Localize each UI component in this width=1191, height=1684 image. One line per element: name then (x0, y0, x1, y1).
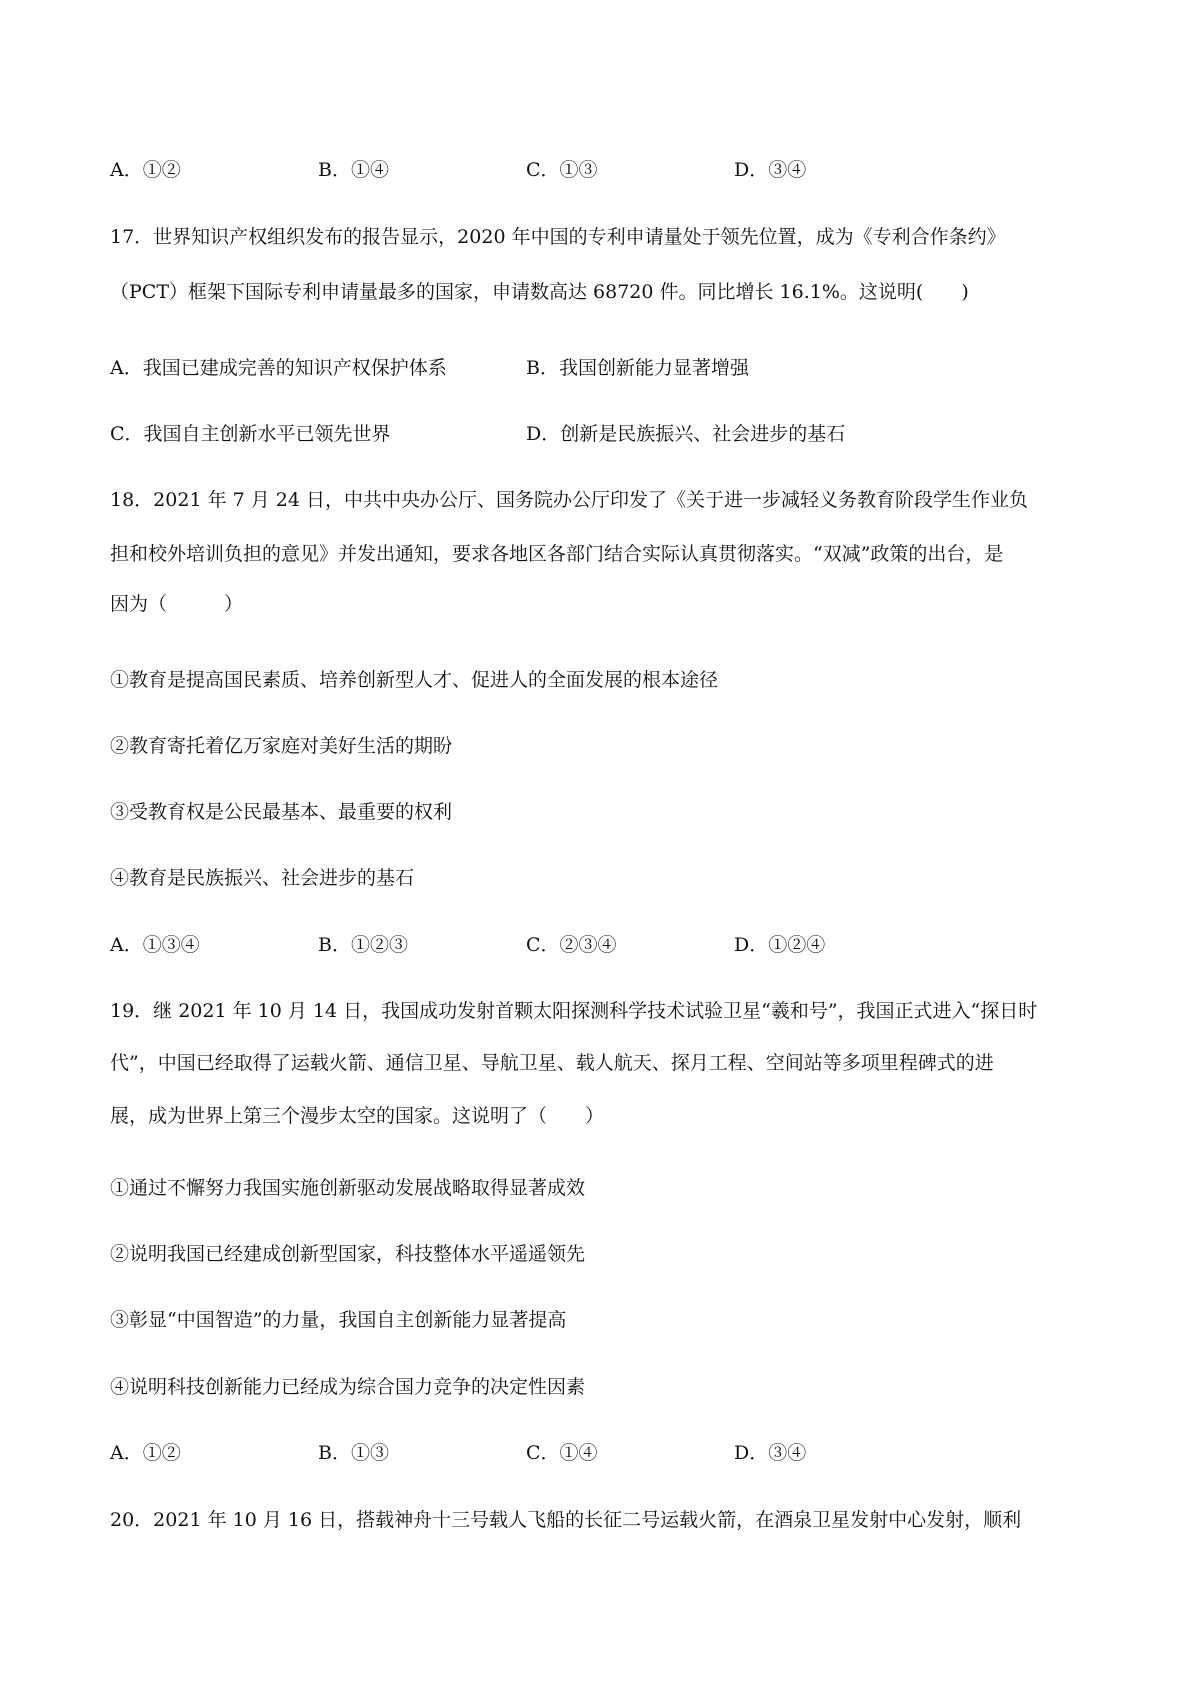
q19-statement-2: ②说明我国已经建成创新型国家，科技整体水平遥遥领先 (110, 1243, 586, 1265)
q18-stem-line-1: 18．2021 年 7 月 24 日，中共中央办公厅、国务院办公厅印发了《关于进一步减轻义务教育阶段学生作业负 (110, 489, 1028, 511)
q18-statement-4: ④教育是民族振兴、社会进步的基石 (110, 867, 415, 889)
q18-stem-line-2: 担和校外培训负担的意见》并发出通知，要求各地区各部门结合实际认真贯彻落实。“双减”政策的出台，是 (110, 543, 1004, 565)
q17-stem-line-1: 17．世界知识产权组织发布的报告显示，2020 年中国的专利申请量处于领先位置，成为《专利合作条约》 (110, 226, 1006, 248)
q17-option-c: C．我国自主创新水平已领先世界 (110, 423, 391, 445)
q16-option-c: C．①③ (526, 159, 598, 181)
q18-option-b: B．①②③ (318, 934, 408, 956)
q16-option-a: A．①② (110, 159, 181, 181)
q18-statement-3: ③受教育权是公民最基本、最重要的权利 (110, 801, 453, 823)
q19-option-b: B．①③ (318, 1442, 389, 1464)
q19-option-c: C．①④ (526, 1442, 598, 1464)
q19-statement-1: ①通过不懈努力我国实施创新驱动发展战略取得显著成效 (110, 1177, 586, 1199)
q18-option-a: A．①③④ (110, 934, 200, 956)
q18-stem-line-3: 因为（ ） (110, 593, 244, 615)
q17-stem-line-2: （PCT）框架下国际专利申请量最多的国家，申请数高达 68720 件。同比增长 16.1%。这说明( ) (110, 281, 969, 303)
q19-stem-line-2: 代”，中国已经取得了运载火箭、通信卫星、导航卫星、载人航天、探月工程、空间站等多项里程碑式的进 (110, 1052, 994, 1074)
q19-statement-4: ④说明科技创新能力已经成为综合国力竞争的决定性因素 (110, 1376, 586, 1398)
q18-statement-1: ①教育是提高国民素质、培养创新型人才、促进人的全面发展的根本途径 (110, 669, 719, 691)
q18-option-d: D．①②④ (734, 934, 826, 956)
q19-option-a: A．①② (110, 1442, 181, 1464)
q19-stem-line-1: 19．继 2021 年 10 月 14 日，我国成功发射首颗太阳探测科学技术试验卫星“羲和号”，我国正式进入“探日时 (110, 1000, 1038, 1022)
q19-stem-line-3: 展，成为世界上第三个漫步太空的国家。这说明了（ ） (110, 1105, 605, 1127)
q19-option-d: D．③④ (734, 1442, 807, 1464)
q18-statement-2: ②教育寄托着亿万家庭对美好生活的期盼 (110, 735, 453, 757)
q18-option-c: C．②③④ (526, 934, 617, 956)
q19-statement-3: ③彰显“中国智造”的力量，我国自主创新能力显著提高 (110, 1309, 567, 1331)
q16-option-d: D．③④ (734, 159, 807, 181)
q17-option-b: B．我国创新能力显著增强 (526, 357, 749, 379)
q16-option-b: B．①④ (318, 159, 389, 181)
q17-option-a: A．我国已建成完善的知识产权保护体系 (110, 357, 447, 379)
q20-stem-line-1: 20．2021 年 10 月 16 日，搭载神舟十三号载人飞船的长征二号运载火箭，在酒泉卫星发射中心发射，顺利 (110, 1509, 1022, 1531)
q17-option-d: D．创新是民族振兴、社会进步的基石 (526, 423, 846, 445)
